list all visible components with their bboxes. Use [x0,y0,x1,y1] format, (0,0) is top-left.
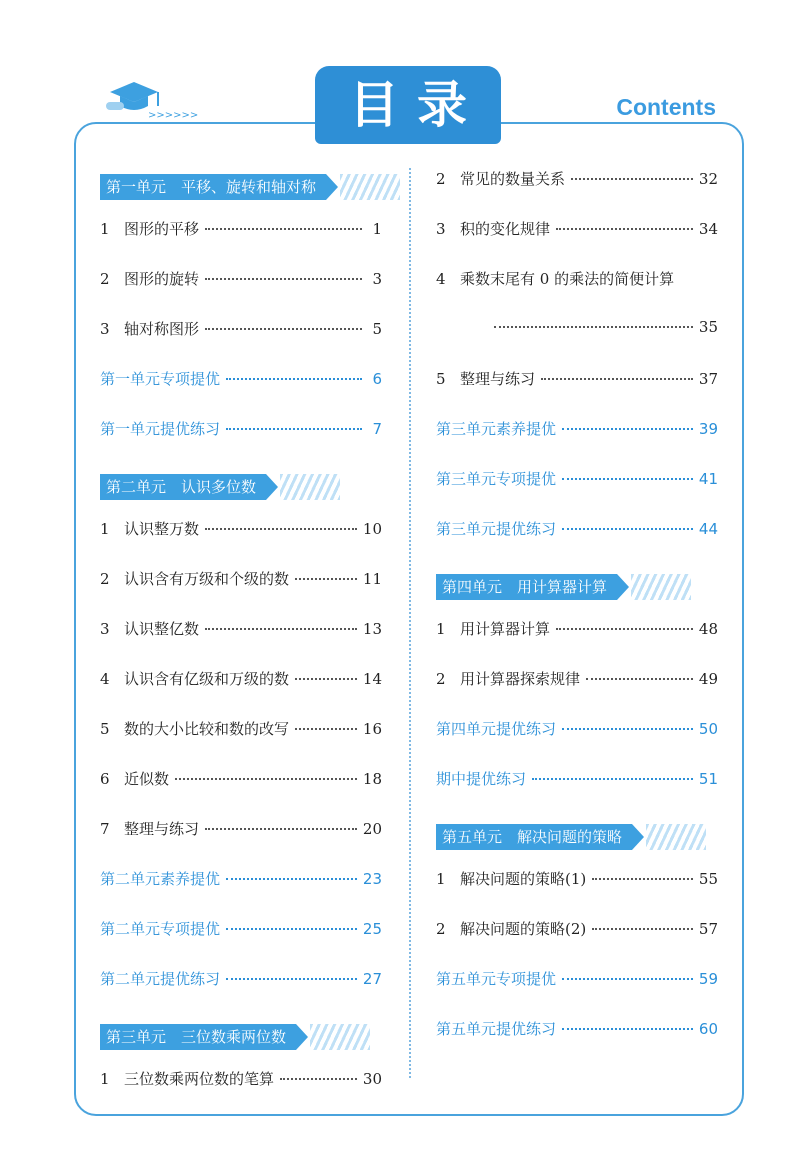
dot-leader [226,978,357,980]
entry-title: 认识含有亿级和万级的数 [124,670,290,688]
entry-page-number: 11 [362,570,382,588]
dot-leader [205,828,357,830]
toc-review-entry[interactable] [436,718,718,768]
entry-title: 常见的数量关系 [460,170,566,188]
unit-heading [436,824,718,854]
toc-review-entry[interactable] [100,968,382,1018]
dot-leader [586,678,693,680]
entry-title: 第四单元提优练习 [436,720,557,738]
unit-heading-arrow [617,574,629,600]
entry-title: 第一单元专项提优 [100,370,221,388]
unit-heading-stripes [280,474,340,500]
entry-title: 整理与练习 [460,370,536,388]
entry-number: 1 [436,870,446,888]
entry-title: 整理与练习 [124,820,200,838]
toc-review-entry[interactable] [100,918,382,968]
unit-heading-stripes [631,574,691,600]
entry-title: 第三单元提优练习 [436,520,557,538]
entry-number: 1 [100,520,110,538]
entry-title: 乘数末尾有 0 的乘法的简便计算 [460,270,675,288]
entry-title: 第一单元提优练习 [100,420,221,438]
entry-title: 近似数 [124,770,170,788]
entry-number: 3 [436,220,446,238]
dot-leader [205,228,362,230]
dot-leader [205,528,357,530]
toc-review-entry[interactable] [100,868,382,918]
entry-page-number: 27 [362,970,382,988]
entry-title: 第五单元提优练习 [436,1020,557,1038]
toc-review-entry[interactable] [436,968,718,1018]
toc-entry[interactable] [100,768,382,818]
toc-entry[interactable] [100,818,382,868]
toc-right-column [436,168,718,1068]
entry-page-number: 14 [362,670,382,688]
dot-leader [556,228,693,230]
dot-leader [532,778,693,780]
dot-leader [562,528,693,530]
entry-title: 认识含有万级和个级的数 [124,570,290,588]
entry-number: 2 [436,670,446,688]
entry-page-number: 39 [698,420,718,438]
entry-title: 第二单元素养提优 [100,870,221,888]
entry-page-number: 37 [698,370,718,388]
entry-page-number: 34 [698,220,718,238]
toc-review-entry[interactable] [436,518,718,568]
dot-leader [571,178,693,180]
dot-leader [494,326,693,328]
entry-number: 3 [100,320,110,338]
entry-title: 轴对称图形 [124,320,200,338]
entry-page-number: 5 [372,320,382,338]
unit-heading [100,474,382,504]
entry-title: 期中提优练习 [436,770,527,788]
toc-entry[interactable] [436,268,718,318]
toc-review-entry[interactable] [100,368,382,418]
entry-title: 解决问题的策略(1) [460,870,587,888]
entry-number: 3 [100,620,110,638]
dot-leader [295,578,357,580]
toc-entry[interactable] [436,368,718,418]
entry-number: 1 [436,620,446,638]
toc-entry[interactable] [100,718,382,768]
entry-title: 第二单元提优练习 [100,970,221,988]
toc-review-entry[interactable] [436,1018,718,1068]
entry-page-number: 32 [698,170,718,188]
dot-leader [541,378,693,380]
unit-heading-stripes [310,1024,370,1050]
entry-number: 1 [100,1070,110,1088]
entry-page-number: 18 [362,770,382,788]
unit-heading-stripes [340,174,400,200]
entry-page-number: 57 [698,920,718,938]
unit-heading-label: 第五单元 解决问题的策略 [436,824,632,850]
toc-review-entry[interactable] [436,768,718,818]
dot-leader [226,378,362,380]
entry-page-number: 35 [698,318,718,336]
entry-title: 第三单元专项提优 [436,470,557,488]
contents-subtitle: Contents [616,94,716,120]
toc-entry[interactable] [436,218,718,268]
toc-entry[interactable] [100,218,382,268]
unit-heading [100,174,382,204]
entry-page-number: 48 [698,620,718,638]
entry-number: 5 [436,370,446,388]
unit-heading-label: 第三单元 三位数乘两位数 [100,1024,296,1050]
entry-number: 2 [436,170,446,188]
dot-leader [226,428,362,430]
toc-entry[interactable] [436,168,718,218]
unit-heading-arrow [266,474,278,500]
entry-title: 用计算器计算 [460,620,551,638]
dot-leader [592,928,693,930]
entry-number: 2 [100,270,110,288]
dot-leader [205,628,357,630]
entry-title: 图形的平移 [124,220,200,238]
entry-number: 5 [100,720,110,738]
unit-heading-label: 第一单元 平移、旋转和轴对称 [100,174,326,200]
entry-page-number: 7 [372,420,382,438]
entry-number: 4 [100,670,110,688]
dot-leader [280,1078,357,1080]
unit-heading [100,1024,382,1054]
toc-entry[interactable] [436,618,718,668]
entry-page-number: 1 [372,220,382,238]
entry-page-number: 30 [362,1070,382,1088]
column-divider [409,168,411,1078]
entry-number: 6 [100,770,110,788]
toc-entry[interactable] [436,318,718,368]
entry-page-number: 13 [362,620,382,638]
entry-title: 用计算器探索规律 [460,670,581,688]
entry-page-number: 25 [362,920,382,938]
page-title [315,66,501,144]
dot-leader [562,478,693,480]
dot-leader [562,1028,693,1030]
dot-leader [562,978,693,980]
unit-heading-arrow [326,174,338,200]
entry-title: 积的变化规律 [460,220,551,238]
entry-page-number: 3 [372,270,382,288]
toc-review-entry[interactable] [436,418,718,468]
dot-leader [562,428,693,430]
entry-page-number: 55 [698,870,718,888]
toc-left-column [100,168,382,1118]
toc-entry[interactable] [100,618,382,668]
entry-title: 认识整亿数 [124,620,200,638]
unit-heading [436,574,718,604]
dot-leader [295,678,357,680]
dot-leader [556,628,693,630]
entry-title: 三位数乘两位数的笔算 [124,1070,275,1088]
svg-text:>>>>>>: >>>>>> [148,110,199,121]
entry-number: 4 [436,270,446,288]
unit-heading-arrow [632,824,644,850]
toc-review-entry[interactable] [436,468,718,518]
dot-leader [175,778,357,780]
entry-page-number: 16 [362,720,382,738]
entry-page-number: 10 [362,520,382,538]
entry-number: 2 [100,570,110,588]
entry-title: 第二单元专项提优 [100,920,221,938]
entry-number: 1 [100,220,110,238]
entry-page-number: 51 [698,770,718,788]
dot-leader [205,278,362,280]
dot-leader [226,878,357,880]
entry-page-number: 23 [362,870,382,888]
entry-title: 第三单元素养提优 [436,420,557,438]
toc-entry[interactable] [100,1068,382,1118]
entry-page-number: 49 [698,670,718,688]
dot-leader [562,728,693,730]
entry-number: 2 [436,920,446,938]
dot-leader [226,928,357,930]
unit-heading-arrow [296,1024,308,1050]
entry-page-number: 41 [698,470,718,488]
toc-review-entry[interactable] [100,418,382,468]
toc-entry[interactable] [436,918,718,968]
toc-entry[interactable] [100,268,382,318]
page-title-text: 目录 [349,76,485,134]
toc-entry[interactable] [436,868,718,918]
entry-title: 解决问题的策略(2) [460,920,587,938]
entry-page-number: 50 [698,720,718,738]
dot-leader [295,728,357,730]
toc-entry[interactable] [100,318,382,368]
entry-page-number: 60 [698,1020,718,1038]
toc-entry[interactable] [100,668,382,718]
entry-page-number: 44 [698,520,718,538]
entry-title: 第五单元专项提优 [436,970,557,988]
toc-entry[interactable] [436,668,718,718]
unit-heading-label: 第四单元 用计算器计算 [436,574,617,600]
entry-title: 数的大小比较和数的改写 [124,720,290,738]
dot-leader [592,878,693,880]
dot-leader [205,328,362,330]
toc-entry[interactable] [100,568,382,618]
entry-number: 7 [100,820,110,838]
unit-heading-label: 第二单元 认识多位数 [100,474,266,500]
unit-heading-stripes [646,824,706,850]
entry-page-number: 20 [362,820,382,838]
entry-title: 认识整万数 [124,520,200,538]
graduation-cap-icon [104,76,199,122]
toc-entry[interactable] [100,518,382,568]
entry-page-number: 59 [698,970,718,988]
entry-page-number: 6 [372,370,382,388]
entry-title: 图形的旋转 [124,270,200,288]
